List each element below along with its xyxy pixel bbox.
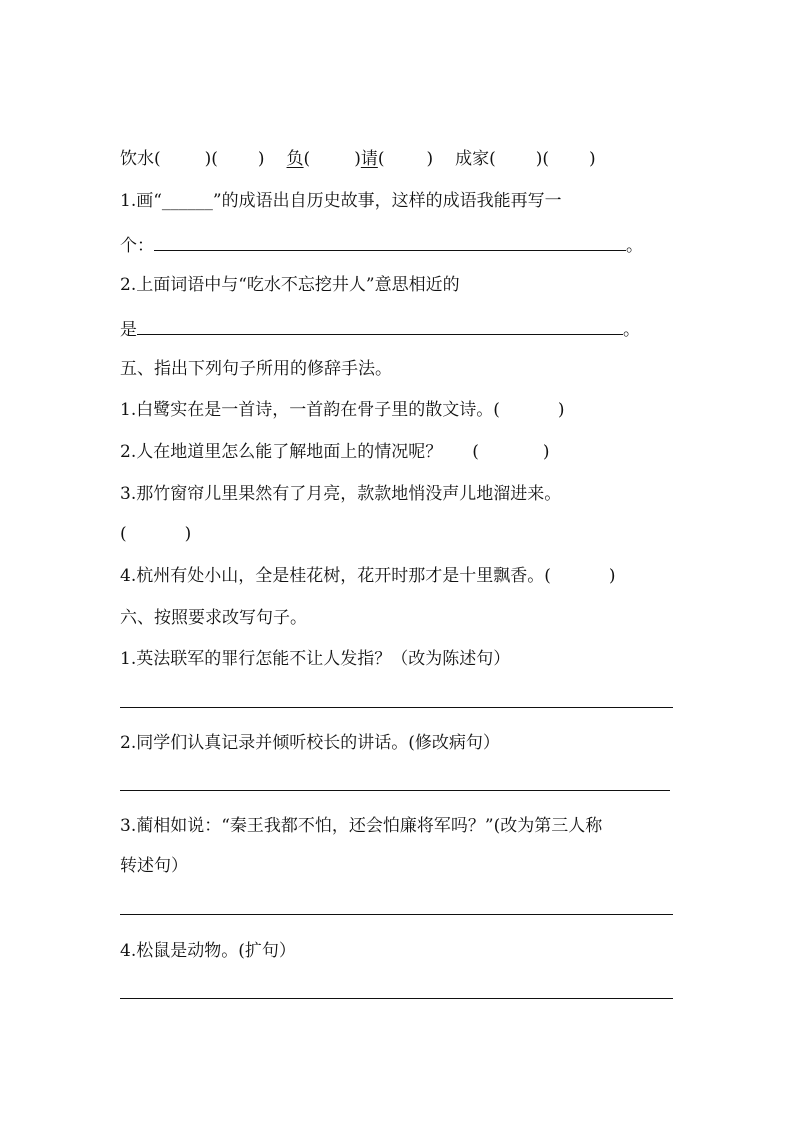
word-yinshui: 饮水( (120, 149, 161, 169)
paren-close: ) (542, 442, 550, 462)
paren-close: ) (557, 400, 565, 420)
s6-item-3-answer-line[interactable] (120, 914, 673, 915)
s5-item-4 (120, 565, 616, 587)
paren-open-fu: ( (303, 149, 311, 169)
s6-item-2-text: 2.同学们认真记录并倾听校长的讲话。(修改病句） (120, 733, 500, 753)
s6-item-2-answer-line[interactable] (120, 790, 670, 791)
q2-answer-row (120, 316, 640, 341)
s5-item-1 (120, 399, 565, 421)
word-fu: 负 (286, 149, 304, 169)
q1-prefix: 个： (120, 236, 154, 256)
s5-item-3-text: 3.那竹窗帘儿里果然有了月亮，款款地悄没声儿地溜进来。 (120, 484, 562, 504)
paren-close: ) (184, 524, 192, 544)
section5-title: 五、指出下列句子所用的修辞手法。 (120, 359, 392, 379)
s6-item-3-text: 3.蔺相如说：“秦王我都不怕，还会怕廉将军吗？”(改为第三人称 (120, 816, 603, 836)
q1-text: 1.画“______”的成语出自历史故事，这样的成语我能再写一 (120, 191, 562, 211)
q2-suffix: 。 (623, 320, 640, 340)
q2-prefix: 是 (120, 320, 137, 340)
q1-answer-row (120, 232, 643, 257)
q2-answer-field[interactable] (137, 316, 623, 335)
paren-close-2: ) (589, 149, 596, 169)
paren-mid-2: )( (535, 149, 550, 169)
paren-open: ( (472, 442, 479, 462)
word-qing: 请 (360, 149, 378, 169)
s5-item-1-text: 1.白鹭实在是一首诗，一首韵在骨子里的散文诗。( (120, 400, 500, 420)
q1-answer-field[interactable] (154, 232, 626, 251)
s5-item-2 (120, 441, 550, 463)
s6-item-1-text: 1.英法联军的罪行怎能不让人发指？（改为陈述句） (120, 649, 511, 669)
s6-item-1-answer-line[interactable] (120, 707, 673, 708)
paren-close-qing: ) (426, 149, 434, 169)
paren-close: ) (608, 566, 616, 586)
paren-close-1: ) (257, 149, 265, 169)
section6-title: 六、按照要求改写句子。 (120, 608, 307, 628)
s6-item-3-text-cont: 转述句） (120, 856, 188, 876)
word-chengjia: 成家( (455, 149, 496, 169)
s5-item-3-answer-row (120, 523, 191, 545)
s6-item-4-answer-line[interactable] (120, 998, 673, 999)
q1-suffix: 。 (626, 236, 643, 256)
paren-open: ( (120, 524, 127, 544)
paren-close-fu: ) (354, 149, 361, 169)
s5-item-2-text: 2.人在地道里怎么能了解地面上的情况呢？ (120, 442, 443, 462)
paren-mid-1: )( (204, 149, 218, 169)
s5-item-4-text: 4.杭州有处小山，全是桂花树，花开时那才是十里飘香。( (120, 566, 551, 586)
paren-open-qing: ( (377, 149, 385, 169)
s6-item-4-text: 4.松鼠是动物。(扩句） (120, 941, 296, 961)
q2-text: 2.上面词语中与“吃水不忘挖井人”意思相近的 (120, 275, 460, 295)
word-blank-row (120, 148, 596, 170)
